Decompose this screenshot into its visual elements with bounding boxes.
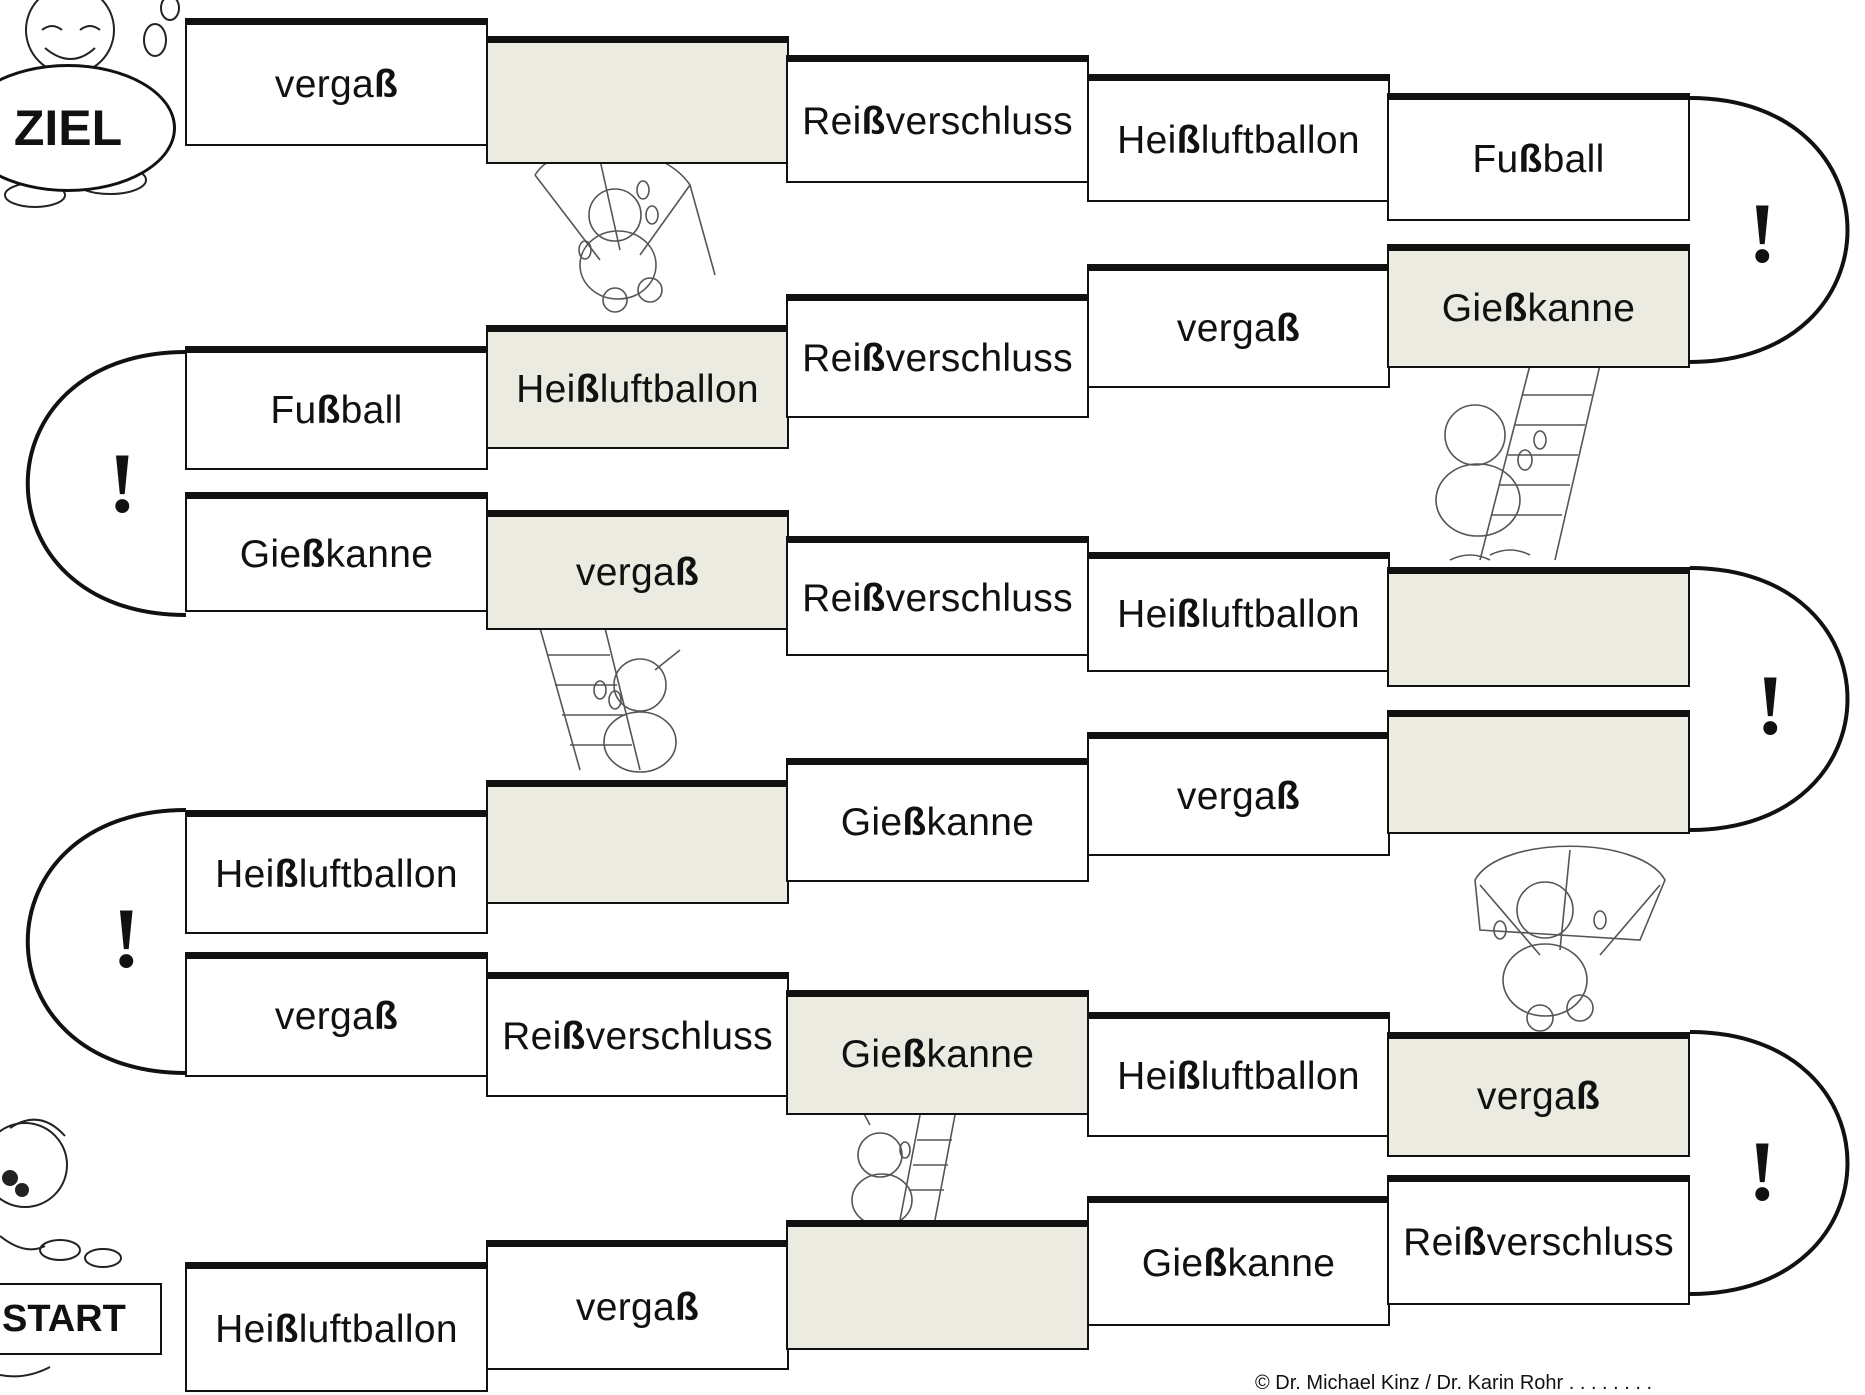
word-part: verschluss [1486,1220,1674,1264]
board-square [786,758,1089,882]
board-square [786,294,1089,418]
turn-mark: ! [1748,1123,1777,1219]
mascot-ladder-icon [1436,365,1600,560]
word-highlight-eszett: ß [1176,592,1201,636]
word-highlight-eszett: ß [561,1015,586,1058]
board-square [185,1262,488,1392]
word-part: verga [1176,306,1276,350]
word-part: Rei [802,99,862,143]
board-square-blank [486,36,789,164]
word-part: Hei [1117,1055,1177,1098]
word-part: Gie [239,532,302,576]
word-highlight-eszett: ß [301,532,326,576]
word-highlight-eszett: ß [1203,1241,1228,1285]
word-part: Hei [215,852,275,896]
word-part: kanne [926,1033,1035,1076]
word-part: Gie [1141,1241,1204,1285]
start-label: START [0,1283,162,1355]
word-part: kanne [1227,1241,1336,1285]
word-part: Gie [840,800,903,844]
board-square [1387,93,1690,221]
word-highlight-eszett: ß [861,576,886,620]
word-highlight-eszett: ß [316,388,341,432]
word-part: verga [1476,1075,1576,1118]
word-part: luftballon [1200,1055,1360,1098]
goal-label: ZIEL [0,64,176,192]
word-part: verga [274,62,374,106]
word-highlight-eszett: ß [1503,286,1528,330]
board-square [786,55,1089,183]
board-square [1387,1175,1690,1305]
turn-curve-left-2 [28,810,186,1073]
mascot-ladder-icon [852,1110,955,1226]
word-highlight-eszett: ß [274,1307,299,1351]
word-part: luftballon [599,367,759,411]
board-square [486,325,789,449]
word-highlight-eszett: ß [1275,774,1301,818]
word-part: Rei [1403,1220,1463,1264]
board-square [1087,552,1390,672]
word-highlight-eszett: ß [861,99,886,143]
word-part: verschluss [885,99,1073,143]
word-highlight-eszett: ß [575,367,600,411]
word-highlight-eszett: ß [1575,1075,1601,1118]
mascot-parachute-icon [1475,846,1665,1031]
board-square [786,536,1089,656]
board-square-blank [1387,567,1690,687]
mascot-ladder-icon [540,628,680,772]
board-square [1087,732,1390,856]
word-highlight-eszett: ß [861,336,886,380]
copyright-text: © Dr. Michael Kinz / Dr. Karin Rohr . . . . . . . . [1255,1372,1653,1394]
word-part: Fu [1472,137,1519,181]
word-highlight-eszett: ß [1462,1220,1487,1264]
board-square [786,990,1089,1115]
word-part: Gie [840,1033,903,1076]
mascot-parachute-icon [535,148,715,312]
word-part: kanne [1527,286,1636,330]
word-part: ball [1542,137,1605,181]
board-square [1087,1196,1390,1326]
word-highlight-eszett: ß [1176,1055,1201,1098]
board-square [1087,74,1390,202]
board-square [1087,1012,1390,1137]
word-part: kanne [926,800,1035,844]
word-part: luftballon [298,852,458,896]
word-part: Hei [516,367,576,411]
board-square [1387,244,1690,368]
board-square [1387,1032,1690,1157]
word-highlight-eszett: ß [1275,306,1301,350]
turn-mark: ! [108,435,137,531]
word-part: Hei [215,1307,275,1351]
board-square [185,810,488,934]
board-square [486,510,789,630]
word-highlight-eszett: ß [373,995,399,1038]
board-square-blank [786,1220,1089,1350]
word-part: luftballon [1200,118,1360,162]
board-square [185,18,488,146]
word-part: Rei [802,576,862,620]
word-part: kanne [325,532,434,576]
word-part: verga [1176,774,1276,818]
board-square-blank [1387,710,1690,834]
word-highlight-eszett: ß [274,852,299,896]
word-part: Hei [1117,592,1177,636]
word-part: Gie [1441,286,1504,330]
word-part: Fu [270,388,317,432]
turn-mark: ! [112,890,141,986]
board-square [185,346,488,470]
word-part: verschluss [885,576,1073,620]
board-square [1087,264,1390,388]
board-square [486,972,789,1097]
word-highlight-eszett: ß [674,550,700,594]
word-part: Rei [802,336,862,380]
board-square [185,952,488,1077]
word-part: verschluss [885,336,1073,380]
word-highlight-eszett: ß [674,1285,700,1329]
board-square-blank [486,780,789,904]
word-part: verschluss [585,1015,773,1058]
word-highlight-eszett: ß [373,62,399,106]
word-part: luftballon [1200,592,1360,636]
board-square [486,1240,789,1370]
turn-mark: ! [1756,657,1785,753]
word-highlight-eszett: ß [1176,118,1201,162]
turn-mark: ! [1748,185,1777,281]
word-highlight-eszett: ß [902,800,927,844]
word-part: Rei [502,1015,562,1058]
word-highlight-eszett: ß [1518,137,1543,181]
turn-curve-left-1 [28,352,186,615]
word-part: verga [575,550,675,594]
word-highlight-eszett: ß [902,1033,927,1076]
board-square [185,492,488,612]
word-part: verga [274,995,374,1038]
word-part: luftballon [298,1307,458,1351]
word-part: Hei [1117,118,1177,162]
word-part: verga [575,1285,675,1329]
word-part: ball [340,388,403,432]
